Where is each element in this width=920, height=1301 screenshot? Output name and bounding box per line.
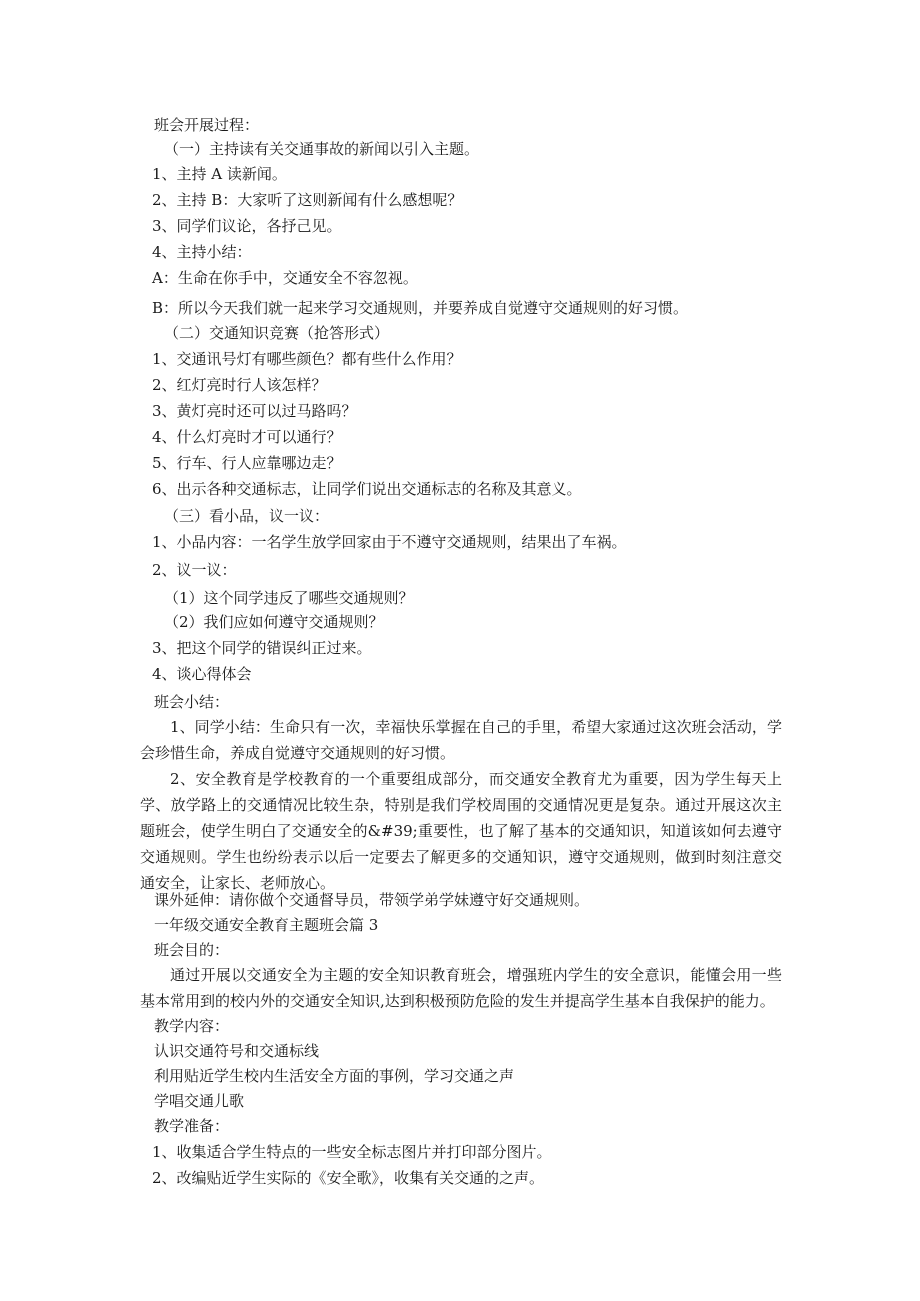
sub-list-item: （1）这个同学违反了哪些交通规则？	[164, 589, 414, 607]
list-item: 2、改编贴近学生实际的《安全歌》，收集有关交通的之声。	[152, 1169, 545, 1187]
section1-heading: （一）主持读有关交通事故的新闻以引入主题。	[164, 140, 480, 158]
goal-paragraph: 通过开展以交通安全为主题的安全知识教育班会，增强班内学生的安全意识，能懂会用一些基本常用到的校内外的交通安全知识,达到积极预防危险的发生并提高学生基本自我保护的能力。	[140, 966, 782, 1010]
summary-heading: 班会小结：	[154, 693, 230, 711]
list-item: 2、议一议：	[152, 561, 237, 579]
prep-heading: 教学准备：	[154, 1117, 230, 1135]
list-item: 2、主持 B：大家听了这则新闻有什么感想呢？	[152, 191, 463, 209]
list-item: 5、行车、行人应靠哪边走？	[152, 454, 342, 472]
list-item: 利用贴近学生校内生活安全方面的事例，学习交通之声	[154, 1067, 515, 1085]
list-item: 3、同学们议论，各抒己见。	[152, 217, 342, 235]
list-item: 1、收集适合学生特点的一些安全标志图片并打印部分图片。	[152, 1143, 552, 1161]
list-item: 1、主持 A 读新闻。	[152, 165, 287, 183]
list-item: 4、主持小结：	[152, 243, 252, 261]
list-item: 1、小品内容：一名学生放学回家由于不遵守交通规则，结果出了车祸。	[152, 533, 627, 551]
list-item: 认识交通符号和交通标线	[154, 1042, 320, 1060]
summary-b: B：所以今天我们就一起来学习交通规则，并要养成自觉遵守交通规则的好习惯。	[152, 299, 689, 317]
list-item: 6、出示各种交通标志，让同学们说出交通标志的名称及其意义。	[152, 480, 582, 498]
list-item: 3、把这个同学的错误纠正过来。	[152, 639, 372, 657]
list-item: 4、谈心得体会	[152, 665, 252, 683]
list-item: 1、交通讯号灯有哪些颜色？都有些什么作用？	[152, 350, 462, 368]
list-item: 2、红灯亮时行人该怎样？	[152, 376, 327, 394]
process-heading: 班会开展过程：	[154, 116, 260, 134]
list-item: 4、什么灯亮时才可以通行？	[152, 428, 342, 446]
list-item: 3、黄灯亮时还可以过马路吗？	[152, 402, 357, 420]
list-item: 学唱交通儿歌	[154, 1092, 245, 1110]
part3-title: 一年级交通安全教育主题班会篇 3	[154, 916, 379, 934]
summary-a: A：生命在你手中，交通安全不容忽视。	[152, 269, 418, 287]
extension-text: 课外延伸：请你做个交通督导员，带领学弟学妹遵守好交通规则。	[154, 891, 590, 909]
goal-heading: 班会目的：	[154, 941, 230, 959]
sub-list-item: （2）我们应如何遵守交通规则？	[164, 613, 384, 631]
summary-paragraph-1: 1、同学小结：生命只有一次，幸福快乐掌握在自己的手里，希望大家通过这次班会活动，学会珍惜生命，养成自觉遵守交通规则的好习惯。	[140, 718, 782, 762]
summary-paragraph-2: 2、安全教育是学校教育的一个重要组成部分，而交通安全教育尤为重要，因为学生每天上学、放学路上的交通情况比较生杂，特别是我们学校周围的交通情况更是复杂。通过开展这次主题班会，使学生明白了交通安全的&#39;重要性，也了解了基本的交通知识，知道该如何去遵守交通规则。学生也纷纷表示以后一定要去了解更多的交通知识，遵守交通规则，做到时刻注意交通安全，让家长、老师放心。	[140, 770, 782, 892]
content-heading: 教学内容：	[154, 1017, 230, 1035]
section3-heading: （三）看小品，议一议：	[164, 507, 330, 525]
section2-heading: （二）交通知识竞赛（抢答形式）	[164, 324, 390, 342]
